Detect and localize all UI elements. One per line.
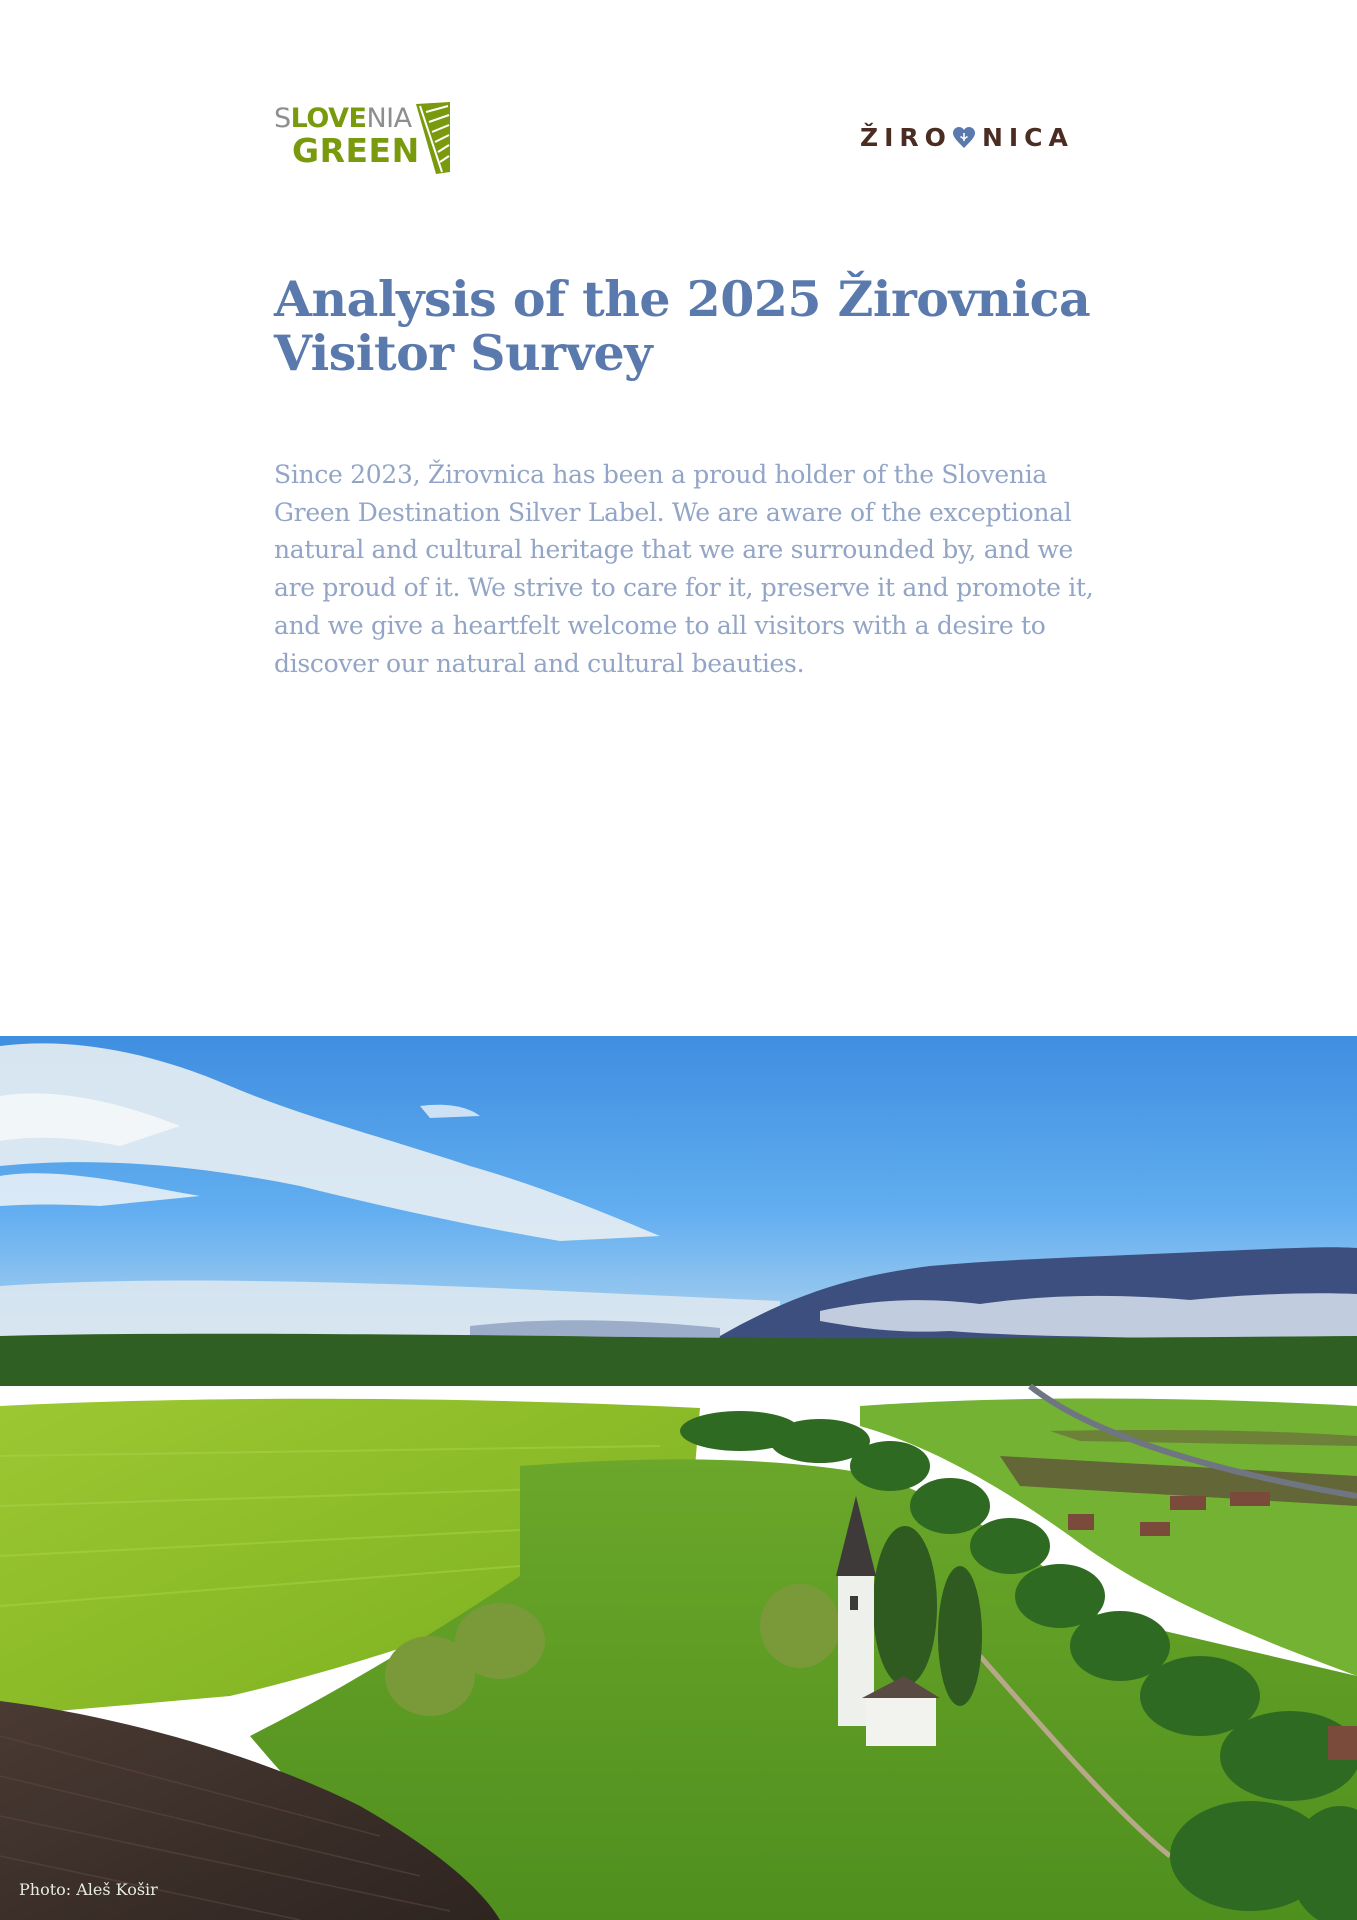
zirovnica-logo	[860, 118, 1074, 158]
page-title	[274, 272, 1094, 380]
heart-icon	[952, 126, 976, 150]
title-line-2: Visitor Survey	[274, 324, 653, 382]
photo-caption: Photo: Aleš Košir	[19, 1880, 158, 1899]
logo-text-start: ŽIRO	[860, 123, 952, 152]
landscape-photo	[0, 1036, 1357, 1920]
logo-s: S	[274, 103, 291, 134]
title-line-1: Analysis of the 2025 Žirovnica	[274, 270, 1091, 328]
logo-love: LOVE	[290, 103, 367, 134]
logo-line1	[274, 104, 412, 134]
logo-text-end: NICA	[981, 123, 1074, 152]
leaf-icon	[414, 102, 452, 174]
intro-paragraph: Since 2023, Žirovnica has been a proud holder of the Slovenia Green Destination Silver Label. We are aware of the exceptional natural and cultural heritage that we are surrounded by, and we are proud of it. We strive to care for it, preserve it and promote it, and we give a heartfelt welcome to all visitors with a desire to discover our natural and cultural beauties.	[274, 460, 1094, 678]
logo-green: GREEN	[292, 131, 420, 170]
landscape-illustration	[0, 1036, 1357, 1920]
logo-nia: NIA	[366, 103, 412, 134]
slovenia-green-logo	[274, 102, 454, 174]
